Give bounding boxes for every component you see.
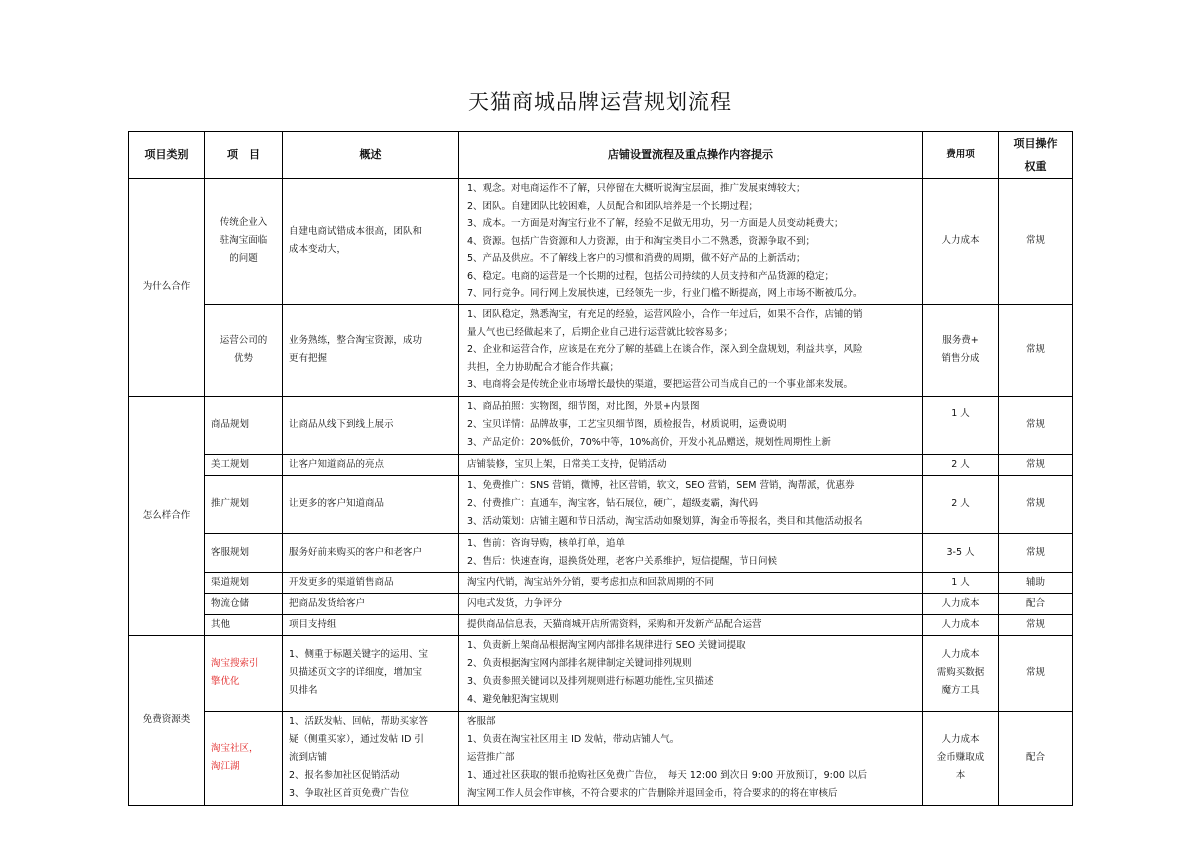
summary-line: 1、侧重于标题关键字的运用、宝	[289, 649, 429, 660]
cost-line: 人力成本	[941, 649, 980, 660]
detail-line: 1、通过社区获取的银币抢购社区免费广告位， 每天 12:00 到次日 9:00 开放预订，9:00 以后	[467, 770, 867, 781]
detail-line: 2、团队。自建团队比较困难，人员配合和团队培养是一个长期过程；	[467, 200, 759, 212]
item-cell: 推广规划	[205, 475, 283, 533]
cost-cell	[923, 635, 999, 711]
header-cost: 费用项	[923, 132, 999, 179]
header-weight	[999, 132, 1073, 179]
item-line: 擎优化	[211, 676, 240, 687]
item-cell: 物流仓储	[205, 593, 283, 614]
summary-cell	[283, 635, 459, 711]
detail-line: 2、售后：快速查询，退换货处理，老客户关系维护，短信提醒，节日问候	[467, 555, 778, 567]
detail-line: 1、商品拍照：实物图，细节图，对比图，外景+内景图	[467, 401, 700, 412]
summary-cell: 让客户知道商品的亮点	[283, 454, 459, 475]
category-cell: 为什么合作	[129, 179, 205, 397]
item-line: 运营公司的	[219, 335, 268, 346]
table-row	[129, 572, 1073, 593]
detail-line: 5、产品及供应。不了解线上客户的习惯和消费的周期，做不好产品的上新活动；	[467, 253, 806, 264]
cost-cell: 2 人	[923, 475, 999, 533]
weight-cell: 常规	[999, 304, 1073, 396]
table-row	[129, 304, 1073, 396]
summary-line: 业务熟练，整合淘宝资源，成功	[289, 335, 423, 346]
detail-line: 2、付费推广：直通车，淘宝客，钻石展位，硬广，超级麦霸，淘代码	[467, 498, 759, 509]
detail-line: 2、宝贝详情：品牌故事，工艺宝贝细节图，质检报告，材质说明，运费说明	[467, 419, 787, 430]
table-row	[129, 533, 1073, 572]
detail-line: 淘宝内代销，淘宝站外分销，要考虑扣点和回款周期的不同	[467, 576, 715, 588]
cost-cell: 人力成本	[923, 614, 999, 635]
item-cell	[205, 635, 283, 711]
weight-cell: 常规	[999, 533, 1073, 572]
header-weight-line: 权重	[1024, 160, 1047, 173]
weight-cell: 配合	[999, 593, 1073, 614]
summary-cell: 把商品发货给客户	[283, 593, 459, 614]
detail-line: 4、资源。包括广告资源和人力资源，由于和淘宝类目小二不熟悉，资源争取不到；	[467, 235, 816, 247]
item-cell	[205, 304, 283, 396]
detail-line: 2、企业和运营合作，应该是在充分了解的基础上在谈合作，深入到全盘规划，利益共享，风险	[467, 344, 863, 356]
summary-line: 3、争取社区首页免费广告位	[289, 788, 410, 799]
detail-line: 2、负责根据淘宝网内部排名规律制定关键词排列规则	[467, 658, 692, 669]
cost-line: 人力成本	[941, 235, 980, 247]
item-cell	[205, 711, 283, 805]
detail-line: 3、负责参照关键词以及排列规则进行标题功能性,宝贝描述	[467, 676, 714, 687]
category-cell: 免费资源类	[129, 635, 205, 805]
item-cell: 渠道规划	[205, 572, 283, 593]
cost-line: 魔方工具	[941, 685, 980, 696]
detail-line: 4、避免触犯淘宝规则	[467, 694, 559, 705]
weight-cell: 常规	[999, 396, 1073, 454]
cost-cell: 1 人	[923, 396, 999, 454]
item-line: 淘宝搜索引	[211, 658, 259, 669]
cost-line: 服务费+	[942, 335, 979, 346]
weight-cell: 常规	[999, 614, 1073, 635]
details-cell	[459, 475, 923, 533]
table-row	[129, 396, 1073, 454]
detail-line: 1、售前：咨询导购，核单打单，追单	[467, 537, 626, 549]
detail-line: 量人气也已经做起来了，后期企业自己进行运营就比较容易多；	[467, 326, 734, 338]
table-row	[129, 711, 1073, 805]
item-line: 驻淘宝面临	[219, 235, 268, 247]
cost-cell: 1 人	[923, 572, 999, 593]
detail-line: 运营推广部	[467, 752, 515, 763]
cost-cell: 人力成本	[923, 593, 999, 614]
category-cell: 怎么样合作	[129, 396, 205, 635]
detail-line: 提供商品信息表，天猫商城开店所需资料，采购和开发新产品配合运营	[467, 618, 762, 630]
detail-line: 1、负责新上架商品根据淘宝网内部排名规律进行 SEO 关键词提取	[467, 640, 746, 651]
table-row	[129, 593, 1073, 614]
details-cell	[459, 572, 923, 593]
summary-line: 流到店铺	[289, 752, 328, 763]
details-cell	[459, 396, 923, 454]
detail-line: 1、负责在淘宝社区用主 ID 发帖，带动店铺人气。	[467, 734, 680, 745]
cost-cell	[923, 179, 999, 305]
table-row	[129, 475, 1073, 533]
table-row	[129, 635, 1073, 711]
summary-cell	[283, 711, 459, 805]
detail-line: 6、稳定。电商的运营是一个长期的过程，包括公司持续的人员支持和产品货源的稳定；	[467, 270, 835, 282]
item-cell	[205, 179, 283, 305]
summary-cell: 项目支持组	[283, 614, 459, 635]
weight-cell: 配合	[999, 711, 1073, 805]
detail-line: 1、团队稳定，熟悉淘宝，有充足的经验，运营风险小，合作一年过后，如果不合作，店铺的销	[467, 309, 863, 321]
cost-cell	[923, 711, 999, 805]
weight-cell: 常规	[999, 635, 1073, 711]
summary-line: 疑（侧重买家），通过发帖 ID 引	[289, 734, 424, 745]
header-steps: 店铺设置流程及重点操作内容提示	[459, 132, 923, 179]
table-row	[129, 454, 1073, 475]
summary-cell: 开发更多的渠道销售商品	[283, 572, 459, 593]
cost-line: 金币赚取成	[936, 752, 985, 763]
details-cell	[459, 454, 923, 475]
cost-cell: 3-5 人	[923, 533, 999, 572]
cost-cell: 2 人	[923, 454, 999, 475]
details-cell	[459, 614, 923, 635]
details-cell	[459, 711, 923, 805]
cost-line: 本	[955, 770, 966, 781]
weight-cell: 常规	[999, 179, 1073, 305]
header-item: 项 目	[205, 132, 283, 179]
plan-table	[128, 131, 1073, 806]
details-cell	[459, 304, 923, 396]
detail-line: 1、免费推广：SNS 营销，微博，社区营销，软文，SEO 营销，SEM 营销，淘帮派，优惠券	[467, 480, 855, 491]
summary-cell: 让商品从线下到线上展示	[283, 396, 459, 454]
item-line: 淘江湖	[211, 761, 240, 772]
detail-line: 3、电商将会是传统企业市场增长最快的渠道，要把运营公司当成自己的一个事业部来发展。	[467, 379, 854, 391]
detail-line: 闪电式发货，力争评分	[467, 597, 563, 609]
summary-line: 贝描述页文字的详细度，增加宝	[289, 667, 423, 678]
summary-line: 贝排名	[289, 685, 318, 696]
weight-cell: 常规	[999, 475, 1073, 533]
weight-cell: 常规	[999, 454, 1073, 475]
summary-line: 成本变动大，	[289, 244, 347, 256]
summary-cell: 让更多的客户知道商品	[283, 475, 459, 533]
details-cell	[459, 635, 923, 711]
cost-cell	[923, 304, 999, 396]
detail-line: 共担，全力协助配合才能合作共赢；	[467, 361, 620, 373]
header-row	[129, 132, 1073, 179]
detail-line: 淘宝网工作人员会作审核，不符合要求的广告删除并退回金币，符合要求的的将在审核后	[467, 788, 838, 799]
details-cell	[459, 593, 923, 614]
detail-line: 1、观念。对电商运作不了解，只停留在大概听说淘宝层面，推广发展束缚较大；	[467, 183, 806, 194]
item-cell: 商品规划	[205, 396, 283, 454]
detail-line: 客服部	[467, 716, 496, 727]
weight-cell: 辅助	[999, 572, 1073, 593]
summary-line: 1、活跃发帖、回帖，帮助买家答	[289, 716, 429, 727]
detail-line: 3、成本。一方面是对淘宝行业不了解，经验不足做无用功，另一方面是人员变动耗费大；	[467, 218, 844, 229]
detail-line: 店铺装修，宝贝上架，日常美工支持，促销活动	[467, 458, 667, 470]
item-line: 优势	[233, 353, 253, 364]
summary-cell: 服务好前来购买的客户和老客户	[283, 533, 459, 572]
item-cell: 美工规划	[205, 454, 283, 475]
item-line: 传统企业入	[219, 217, 268, 229]
summary-cell	[283, 179, 459, 305]
details-cell	[459, 179, 923, 305]
item-cell: 客服规划	[205, 533, 283, 572]
details-cell	[459, 533, 923, 572]
cost-line: 人力成本	[941, 734, 980, 745]
cost-line: 需购买数据	[936, 667, 985, 678]
summary-line: 自建电商试错成本很高，团队和	[289, 226, 423, 238]
summary-line: 更有把握	[289, 353, 328, 364]
item-line: 淘宝社区，	[211, 743, 259, 754]
header-category: 项目类别	[129, 132, 205, 179]
item-cell: 其他	[205, 614, 283, 635]
summary-cell	[283, 304, 459, 396]
cost-line: 销售分成	[941, 353, 980, 364]
item-line: 的问题	[229, 253, 258, 265]
summary-line: 2、报名参加社区促销活动	[289, 770, 400, 781]
header-summary: 概述	[283, 132, 459, 179]
table-row	[129, 614, 1073, 635]
header-weight-line: 项目操作	[1013, 137, 1058, 150]
page-title: 天猫商城品牌运营规划流程	[468, 90, 732, 114]
detail-line: 7、同行竞争。同行网上发展快速，已经领先一步，行业门槛不断提高，网上市场不断被瓜分。	[467, 288, 863, 299]
detail-line: 3、活动策划：店铺主题和节日活动，淘宝活动如聚划算，淘金币等报名，类目和其他活动报名	[467, 516, 863, 527]
detail-line: 3、产品定价：20%低价，70%中等，10%高价，开发小礼品赠送，规划性周期性上新	[467, 437, 831, 448]
table-row	[129, 179, 1073, 305]
